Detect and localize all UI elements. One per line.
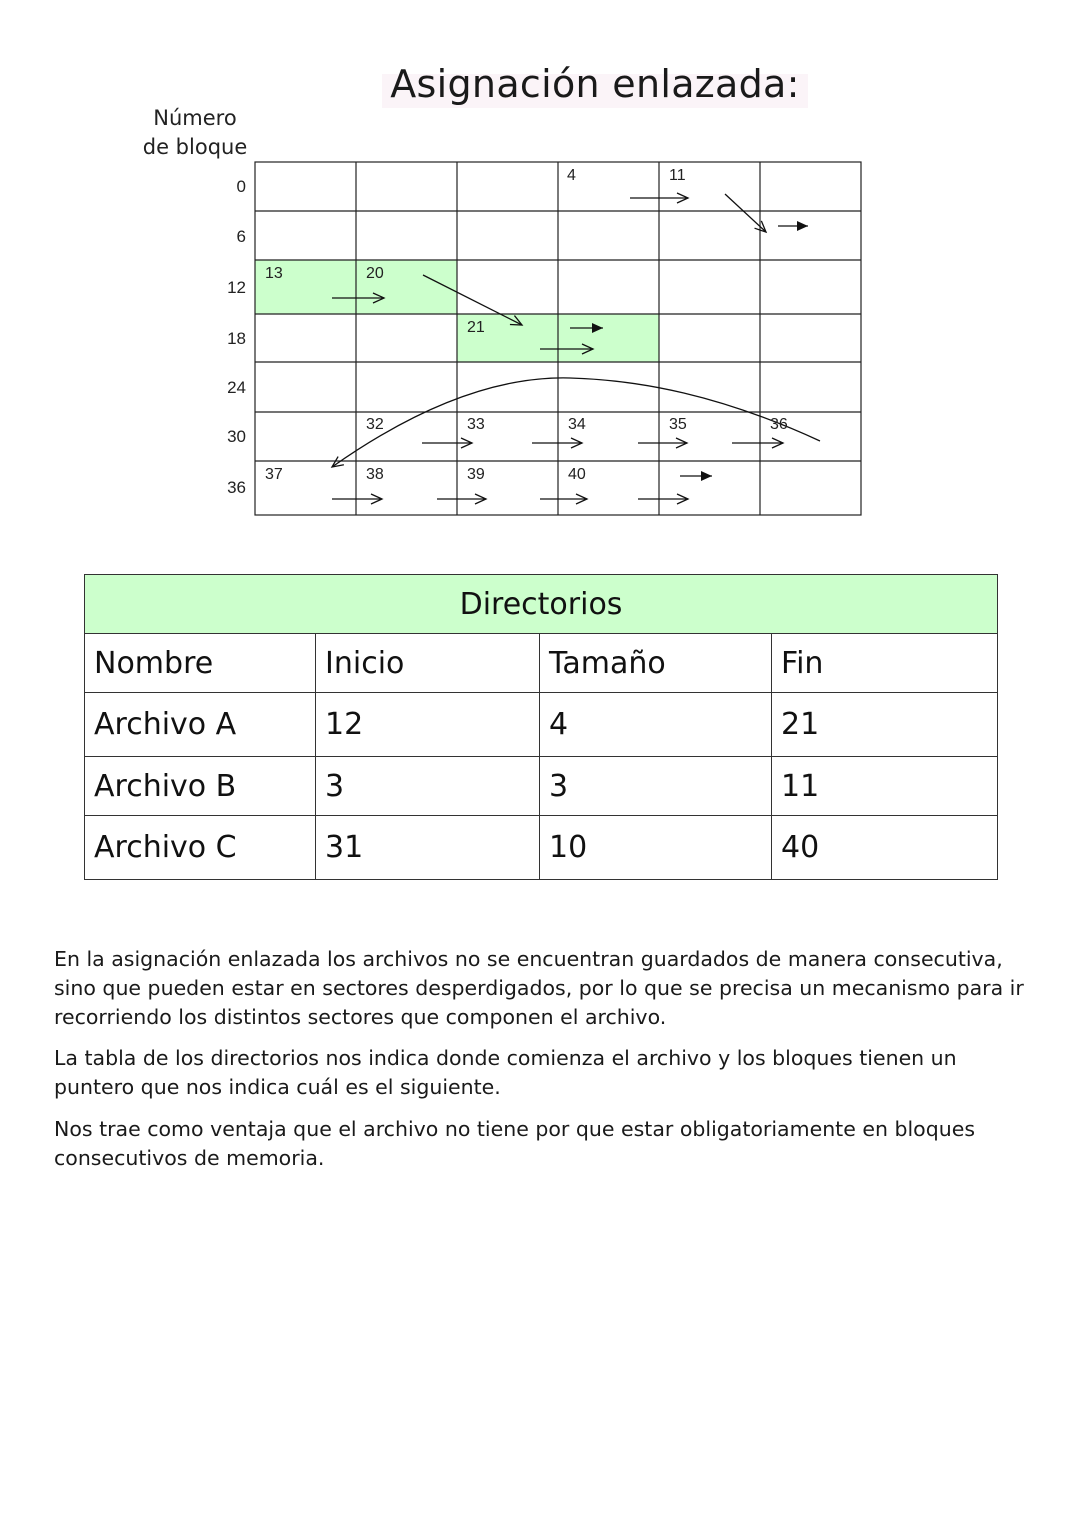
cell-label-36: 36 [770, 416, 788, 433]
row-label-30: 30 [227, 427, 246, 446]
cell-label-33: 33 [467, 416, 485, 433]
header-tamano: Tamaño [540, 634, 772, 693]
header-fin: Fin [772, 634, 998, 693]
cell-fin: 21 [772, 693, 998, 757]
cell-label-21: 21 [467, 319, 485, 336]
cell-label-13: 13 [265, 265, 283, 282]
table-row [85, 816, 998, 880]
cell-inicio: 3 [316, 757, 540, 816]
row-label-0: 0 [236, 177, 246, 196]
cell-label-32: 32 [366, 416, 384, 433]
directory-table [84, 574, 998, 880]
cell-label-39: 39 [467, 466, 485, 483]
table-row [85, 757, 998, 816]
table-row [85, 693, 998, 757]
cell-fin: 11 [772, 757, 998, 816]
cell-nombre: Archivo C [85, 816, 316, 880]
table-header-row [85, 634, 998, 693]
cell-inicio: 12 [316, 693, 540, 757]
cell-nombre: Archivo B [85, 757, 316, 816]
cell-label-11: 11 [669, 167, 686, 184]
header-inicio: Inicio [316, 634, 540, 693]
cell-label-20: 20 [366, 265, 384, 282]
cell-tamano: 10 [540, 816, 772, 880]
row-label-6: 6 [236, 227, 246, 246]
row-label-18: 18 [227, 329, 246, 348]
axis-label-line2: de bloque [142, 135, 248, 159]
paragraph-3: Nos trae como ventaja que el archivo no tiene por que estar obligatoriamente en bloques consecutivos de memoria. [54, 1117, 976, 1170]
cell-inicio: 31 [316, 816, 540, 880]
cell-nombre: Archivo A [85, 693, 316, 757]
cell-label-37: 37 [265, 466, 283, 483]
row-label-24: 24 [227, 378, 246, 397]
cell-tamano: 4 [540, 693, 772, 757]
row-label-36: 36 [227, 478, 246, 497]
block-grid-diagram [0, 0, 1080, 560]
cell-fin: 40 [772, 816, 998, 880]
header-nombre: Nombre [85, 634, 316, 693]
grid-lines [255, 162, 861, 515]
paragraph-1: En la asignación enlazada los archivos no se encuentran guardados de manera consecutiva, sino que pueden estar en sectores desperdigados, por lo que se precisa un mecanismo para ir recorriendo los distintos sectores que componen el archivo. [54, 947, 1024, 1029]
cell-label-40: 40 [568, 466, 586, 483]
block-21-fill [558, 314, 659, 362]
axis-label-line1: Número [153, 106, 237, 130]
cell-tamano: 3 [540, 757, 772, 816]
page-title: Asignación enlazada: [390, 62, 800, 106]
directory-table-title: Directorios [85, 575, 998, 634]
row-label-12: 12 [227, 278, 246, 297]
cell-label-38: 38 [366, 466, 384, 483]
cell-label-4: 4 [567, 167, 576, 184]
cell-label-35: 35 [669, 416, 687, 433]
cell-label-34: 34 [568, 416, 586, 433]
paragraph-2: La tabla de los directorios nos indica donde comienza el archivo y los bloques tienen un puntero que nos indica cuál es el siguiente. [54, 1046, 957, 1099]
